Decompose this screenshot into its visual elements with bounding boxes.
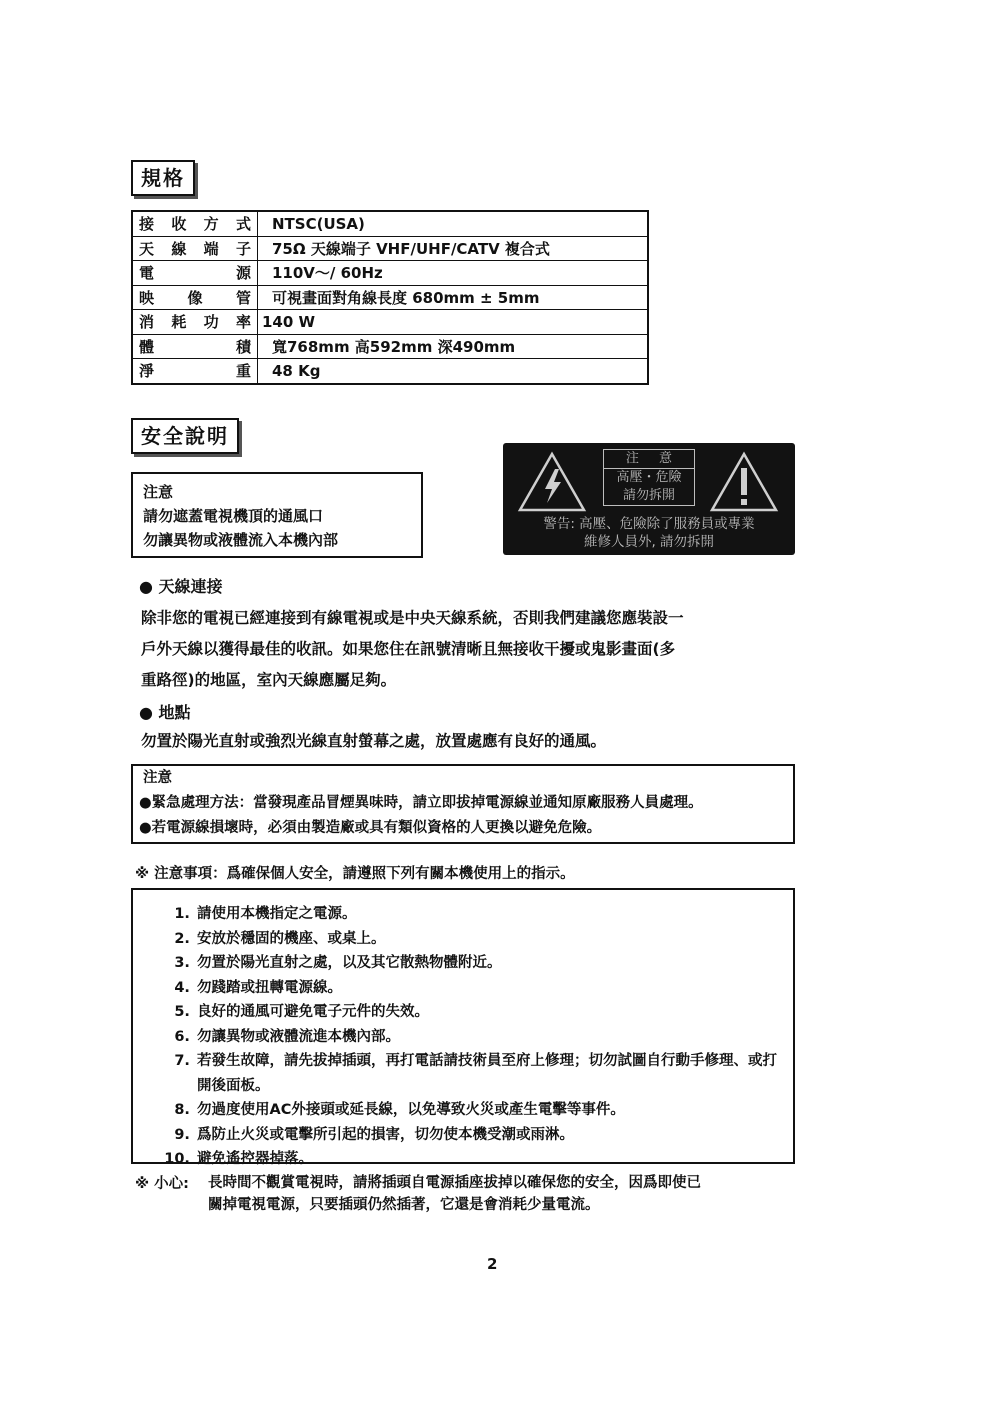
warning-box-line: 請勿拆開: [622, 488, 675, 503]
bullet-icon: ●: [139, 577, 153, 596]
list-item: 1. 請使用本機指定之電源。: [195, 902, 793, 927]
table-row: [132, 261, 648, 286]
caution2-item: ●緊急處理方法：當發現產品冒煙異味時，請立即拔掉電源線並通知原廠服務人員處理。: [139, 795, 703, 811]
careful-label: ※ 小心:: [135, 1176, 189, 1192]
spec-label: 消耗功率: [132, 310, 258, 335]
antenna-line: 重路徑)的地區，室內天線應屬足夠。: [141, 671, 397, 689]
caution-line: 勿讓異物或液體流入本機內部: [143, 531, 339, 549]
list-item: 6. 勿讓異物或液體流進本機內部。: [195, 1025, 793, 1050]
table-row: [132, 310, 648, 335]
spec-table: [131, 210, 649, 385]
spec-value: 110V～/ 60Hz: [258, 261, 649, 286]
table-row: [132, 236, 648, 261]
warning-bottom-line: 警告: 高壓、危險除了服務員或專業: [543, 516, 755, 532]
warning-panel: [503, 443, 795, 555]
spec-label: 接收方式: [132, 211, 258, 236]
exclamation-warning-icon: [709, 451, 779, 513]
list-item: 5. 良好的通風可避免電子元件的失效。: [195, 1000, 793, 1025]
table-row: [132, 211, 648, 236]
spec-value: 48 Kg: [258, 359, 649, 384]
spec-value: 寬768mm 高592mm 深490mm: [258, 334, 649, 359]
antenna-line: 除非您的電視已經連接到有線電視或是中央天線系統，否則我們建議您應裝設一: [141, 609, 684, 627]
instructions-box: [131, 888, 795, 1167]
antenna-title: 天線連接: [158, 577, 223, 596]
list-item: 7. 若發生故障，請先拔掉插頭，再打電話請技術員至府上修理；切勿試圖自行動手修理、或打開後面板。: [195, 1049, 793, 1098]
caution2-item: ●若電源線損壞時，必須由製造廠或具有類似資格的人更換以避免危險。: [139, 820, 602, 836]
location-heading: [139, 700, 191, 723]
spec-label: 電 源: [132, 261, 258, 286]
table-row: [132, 285, 648, 310]
careful-text: [208, 1172, 798, 1216]
warning-box-title: 注 意: [604, 450, 694, 469]
safety-section-title: 安全說明: [131, 418, 239, 454]
spec-label: 映像管: [132, 285, 258, 310]
spec-value: NTSC(USA): [258, 211, 649, 236]
spec-value: 可視畫面對角線長度 680mm ± 5mm: [258, 285, 649, 310]
instructions-list: [133, 902, 793, 1172]
caution-heading: 注意: [143, 483, 174, 501]
list-item: 10. 避免遙控器掉落。: [195, 1147, 793, 1172]
spec-value: 140 W: [258, 310, 649, 335]
caution2-heading: 注意: [143, 770, 172, 786]
spec-value: 75Ω 天線端子 VHF/UHF/CATV 複合式: [258, 236, 649, 261]
list-item: 4. 勿踐踏或扭轉電源線。: [195, 976, 793, 1001]
spec-label: 淨 重: [132, 359, 258, 384]
list-item: 8. 勿過度使用AC外接頭或延長線，以免導致火災或產生電擊等事件。: [195, 1098, 793, 1123]
antenna-paragraph: [141, 603, 801, 696]
caution-box: [131, 472, 423, 558]
list-item: 2. 安放於穩固的機座、或桌上。: [195, 927, 793, 952]
list-item: 3. 勿置於陽光直射之處，以及其它散熱物體附近。: [195, 951, 793, 976]
bullet-icon: ●: [139, 703, 153, 722]
caution-box-2: [131, 764, 795, 844]
spec-label: 體 積: [132, 334, 258, 359]
antenna-heading: [139, 574, 223, 597]
warning-box-line: 高壓・危險: [616, 470, 682, 485]
caution-line: 請勿遮蓋電視機頂的通風口: [143, 507, 324, 525]
table-row: [132, 359, 648, 384]
page-number: 2: [487, 1255, 498, 1273]
careful-line: 長時間不觀賞電視時，請將插頭自電源插座拔掉以確保您的安全，因爲即使已: [208, 1175, 701, 1191]
location-title: 地點: [158, 703, 191, 722]
spec-label: 天線端子: [132, 236, 258, 261]
high-voltage-warning-icon: [517, 451, 587, 513]
list-item: 9. 爲防止火災或電擊所引起的損害，切勿使本機受潮或雨淋。: [195, 1123, 793, 1148]
warning-inner-box: [603, 449, 695, 506]
careful-line: 關掉電視電源，只要插頭仍然插著，它還是會消耗少量電流。: [208, 1197, 600, 1213]
antenna-line: 戶外天線以獲得最佳的收訊。如果您住在訊號清晰且無接收干擾或鬼影畫面(多: [141, 640, 676, 658]
spec-section-title: 規格: [131, 160, 195, 196]
table-row: [132, 334, 648, 359]
warning-bottom-line: 維修人員外, 請勿拆開: [583, 534, 715, 550]
location-text: 勿置於陽光直射或強烈光線直射螢幕之處，放置處應有良好的通風。: [141, 732, 607, 750]
notice-intro: ※ 注意事項：爲確保個人安全，請遵照下列有關本機使用上的指示。: [135, 866, 575, 882]
